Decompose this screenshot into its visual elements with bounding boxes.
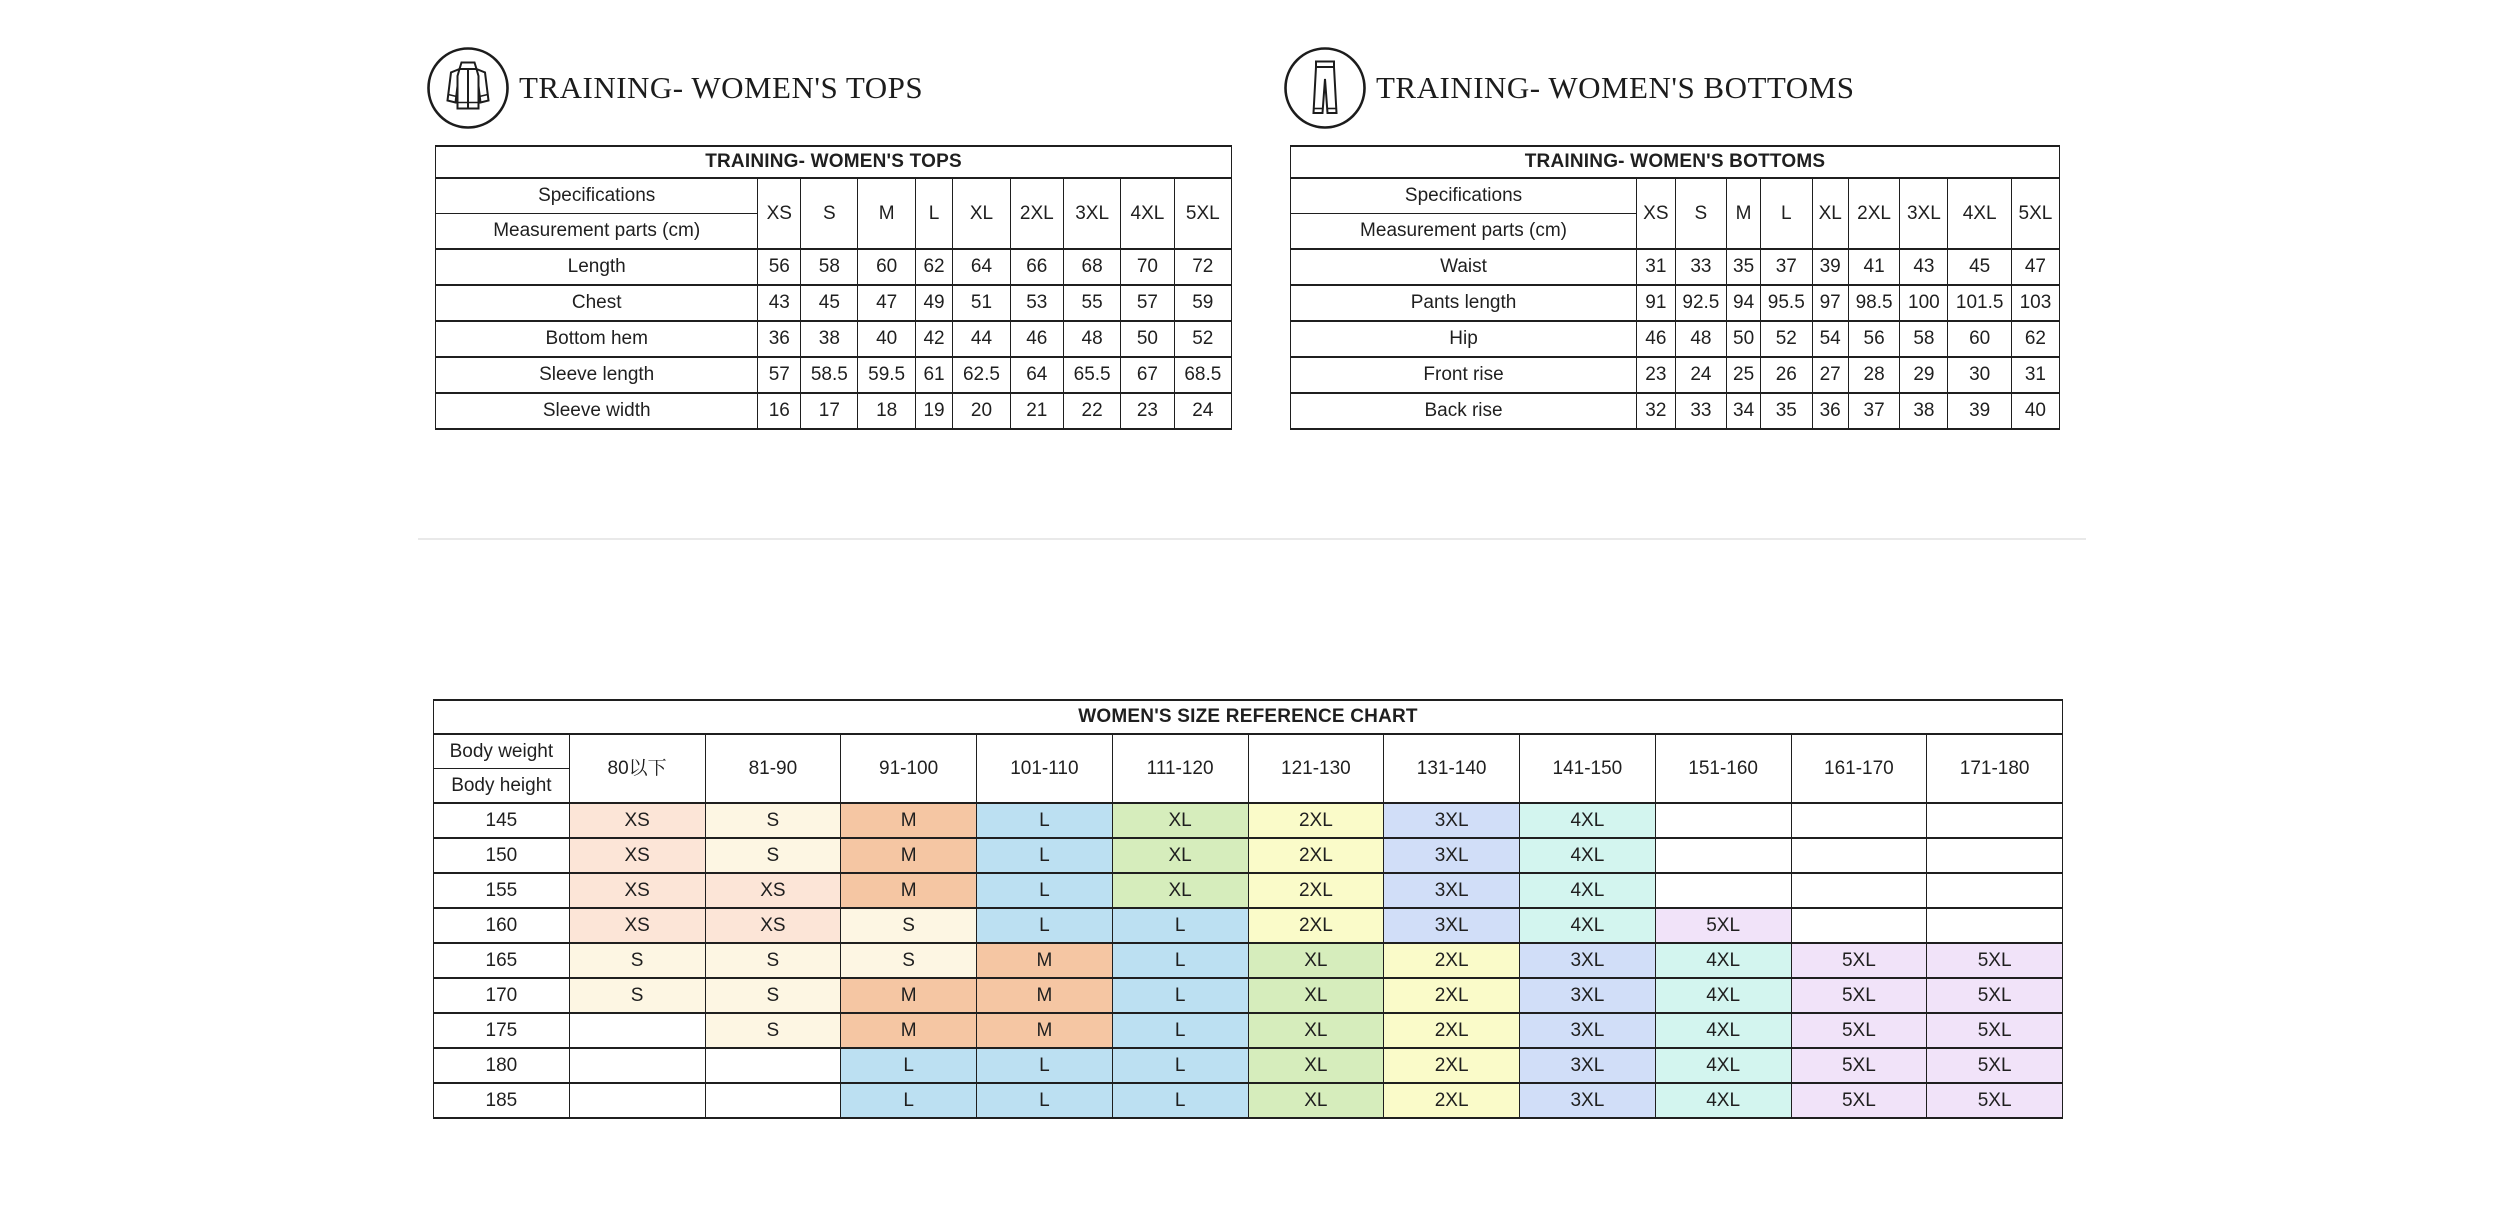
size-cell: M xyxy=(977,1013,1113,1048)
measurement-value: 60 xyxy=(858,249,915,285)
height-label: 145 xyxy=(434,803,570,838)
size-cell: L xyxy=(977,803,1113,838)
measurement-value: 49 xyxy=(915,285,953,321)
measurement-value: 46 xyxy=(1637,321,1676,357)
table-title-row xyxy=(434,700,2063,734)
measurement-value: 51 xyxy=(953,285,1010,321)
size-cell: XS xyxy=(705,873,841,908)
measurement-label: Waist xyxy=(1291,249,1637,285)
size-cell: XL xyxy=(1248,1048,1384,1083)
empty-cell xyxy=(1927,838,2063,873)
size-column-header: 5XL xyxy=(1174,178,1231,249)
measurement-value: 16 xyxy=(758,393,801,429)
measurement-value: 43 xyxy=(1900,249,1948,285)
size-cell: XS xyxy=(569,873,705,908)
size-cell: 5XL xyxy=(1927,1013,2063,1048)
measurement-value: 20 xyxy=(953,393,1010,429)
measurement-value: 70 xyxy=(1121,249,1174,285)
size-cell: M xyxy=(841,1013,977,1048)
tops-table-title: TRAINING- WOMEN'S TOPS xyxy=(436,146,1232,178)
size-cell: 3XL xyxy=(1384,873,1520,908)
specifications-header: Specifications xyxy=(436,178,758,214)
reference-row xyxy=(434,873,2063,908)
measurement-label: Front rise xyxy=(1291,357,1637,393)
measurement-value: 33 xyxy=(1675,393,1727,429)
size-cell: XL xyxy=(1248,1083,1384,1118)
empty-cell xyxy=(1655,873,1791,908)
measurement-value: 48 xyxy=(1675,321,1727,357)
measurement-value: 44 xyxy=(953,321,1010,357)
empty-cell xyxy=(1655,838,1791,873)
tops-heading-title: TRAINING- WOMEN'S TOPS xyxy=(519,70,924,105)
table-title-row xyxy=(436,146,1232,178)
size-cell: 4XL xyxy=(1655,1048,1791,1083)
size-cell: 5XL xyxy=(1927,1083,2063,1118)
specifications-header: Specifications xyxy=(1291,178,1637,214)
size-column-header: 4XL xyxy=(1948,178,2011,249)
size-cell: 5XL xyxy=(1791,978,1927,1013)
size-cell: L xyxy=(841,1048,977,1083)
reference-row xyxy=(434,1013,2063,1048)
measurement-label: Pants length xyxy=(1291,285,1637,321)
size-cell: 2XL xyxy=(1248,838,1384,873)
size-cell: L xyxy=(977,1083,1113,1118)
size-column-header: 141-150 xyxy=(1520,734,1656,803)
weight-header-row xyxy=(434,734,2063,769)
measurement-value: 58 xyxy=(1900,321,1948,357)
size-cell: 4XL xyxy=(1655,978,1791,1013)
reference-row xyxy=(434,978,2063,1013)
size-header-row xyxy=(436,178,1232,214)
size-column-header: 161-170 xyxy=(1791,734,1927,803)
measurement-value: 46 xyxy=(1010,321,1063,357)
size-cell: S xyxy=(841,943,977,978)
measurement-value: 37 xyxy=(1848,393,1900,429)
reference-chart-title: WOMEN'S SIZE REFERENCE CHART xyxy=(434,700,2063,734)
section-divider xyxy=(418,538,2086,540)
size-cell: 5XL xyxy=(1927,943,2063,978)
measurement-value: 68 xyxy=(1063,249,1120,285)
measurement-label: Back rise xyxy=(1291,393,1637,429)
tops-size-table xyxy=(435,145,1232,430)
size-cell: L xyxy=(977,838,1113,873)
size-cell: 4XL xyxy=(1520,838,1656,873)
measurement-value: 52 xyxy=(1761,321,1813,357)
measurement-row xyxy=(1291,357,2060,393)
size-cell: 3XL xyxy=(1520,943,1656,978)
measurement-value: 24 xyxy=(1675,357,1727,393)
measurement-value: 48 xyxy=(1063,321,1120,357)
size-cell: 2XL xyxy=(1384,978,1520,1013)
size-column-header: 81-90 xyxy=(705,734,841,803)
measurement-value: 38 xyxy=(801,321,858,357)
height-label: 185 xyxy=(434,1083,570,1118)
size-cell: S xyxy=(705,803,841,838)
body-weight-header: Body weight xyxy=(434,734,570,769)
height-label: 175 xyxy=(434,1013,570,1048)
measurement-label: Chest xyxy=(436,285,758,321)
reference-row xyxy=(434,943,2063,978)
measurement-value: 68.5 xyxy=(1174,357,1231,393)
measurement-value: 58.5 xyxy=(801,357,858,393)
measurement-value: 39 xyxy=(1948,393,2011,429)
size-cell: XS xyxy=(569,838,705,873)
size-cell: XL xyxy=(1248,943,1384,978)
bottoms-size-table xyxy=(1290,145,2060,430)
size-cell: 3XL xyxy=(1384,908,1520,943)
size-cell: XS xyxy=(569,908,705,943)
size-column-header: 2XL xyxy=(1010,178,1063,249)
size-cell: M xyxy=(977,943,1113,978)
size-cell: L xyxy=(1112,1083,1248,1118)
size-cell: XL xyxy=(1112,803,1248,838)
size-column-header: 3XL xyxy=(1063,178,1120,249)
size-cell: XL xyxy=(1248,978,1384,1013)
size-column-header: 131-140 xyxy=(1384,734,1520,803)
size-cell: S xyxy=(705,943,841,978)
measurement-value: 58 xyxy=(801,249,858,285)
measurement-row xyxy=(436,249,1232,285)
size-column-header: L xyxy=(915,178,953,249)
measurement-value: 45 xyxy=(801,285,858,321)
measurement-value: 50 xyxy=(1727,321,1761,357)
reference-row xyxy=(434,908,2063,943)
size-column-header: M xyxy=(858,178,915,249)
measurement-value: 39 xyxy=(1812,249,1848,285)
measurement-value: 40 xyxy=(2011,393,2059,429)
size-column-header: 151-160 xyxy=(1655,734,1791,803)
height-label: 165 xyxy=(434,943,570,978)
empty-cell xyxy=(569,1013,705,1048)
measurement-value: 60 xyxy=(1948,321,2011,357)
empty-cell xyxy=(1791,803,1927,838)
reference-row xyxy=(434,1083,2063,1118)
size-cell: S xyxy=(841,908,977,943)
size-cell: S xyxy=(569,943,705,978)
size-column-header: 111-120 xyxy=(1112,734,1248,803)
measurement-value: 28 xyxy=(1848,357,1900,393)
size-cell: 5XL xyxy=(1791,943,1927,978)
size-column-header: S xyxy=(1675,178,1727,249)
measurement-row xyxy=(436,285,1232,321)
measurement-value: 94 xyxy=(1727,285,1761,321)
measurement-value: 64 xyxy=(953,249,1010,285)
size-cell: 5XL xyxy=(1655,908,1791,943)
measurement-value: 100 xyxy=(1900,285,1948,321)
measurement-value: 92.5 xyxy=(1675,285,1727,321)
measurement-value: 36 xyxy=(758,321,801,357)
size-cell: L xyxy=(1112,943,1248,978)
measurement-parts-header: Measurement parts (cm) xyxy=(1291,214,1637,250)
measurement-value: 35 xyxy=(1761,393,1813,429)
size-cell: M xyxy=(841,803,977,838)
measurement-value: 53 xyxy=(1010,285,1063,321)
size-cell: XL xyxy=(1248,1013,1384,1048)
measurement-value: 57 xyxy=(1121,285,1174,321)
size-reference-chart xyxy=(433,699,2063,1119)
height-label: 155 xyxy=(434,873,570,908)
size-column-header: 2XL xyxy=(1848,178,1900,249)
height-label: 180 xyxy=(434,1048,570,1083)
size-cell: XS xyxy=(569,803,705,838)
size-column-header: XL xyxy=(953,178,1010,249)
empty-cell xyxy=(1791,838,1927,873)
empty-cell xyxy=(1927,908,2063,943)
measurement-value: 33 xyxy=(1675,249,1727,285)
size-column-header: 5XL xyxy=(2011,178,2059,249)
measurement-value: 54 xyxy=(1812,321,1848,357)
measurement-value: 61 xyxy=(915,357,953,393)
size-cell: L xyxy=(1112,1048,1248,1083)
measurement-row xyxy=(436,357,1232,393)
measurement-value: 27 xyxy=(1812,357,1848,393)
measurement-value: 47 xyxy=(2011,249,2059,285)
measurement-value: 43 xyxy=(758,285,801,321)
measurement-value: 26 xyxy=(1761,357,1813,393)
size-cell: S xyxy=(705,838,841,873)
measurement-value: 34 xyxy=(1727,393,1761,429)
pants-icon xyxy=(1283,46,1367,130)
empty-cell xyxy=(1655,803,1791,838)
size-cell: 3XL xyxy=(1520,1083,1656,1118)
size-cell: S xyxy=(705,978,841,1013)
measurement-value: 32 xyxy=(1637,393,1676,429)
table-title-row xyxy=(1291,146,2060,178)
measurement-row xyxy=(1291,285,2060,321)
measurement-value: 22 xyxy=(1063,393,1120,429)
size-cell: L xyxy=(977,873,1113,908)
measurement-value: 23 xyxy=(1637,357,1676,393)
measurement-row xyxy=(436,393,1232,429)
size-cell: 3XL xyxy=(1384,838,1520,873)
body-height-header: Body height xyxy=(434,769,570,804)
size-cell: S xyxy=(569,978,705,1013)
measurement-value: 64 xyxy=(1010,357,1063,393)
measurement-value: 56 xyxy=(758,249,801,285)
size-cell: S xyxy=(705,1013,841,1048)
size-cell: M xyxy=(841,978,977,1013)
empty-cell xyxy=(705,1083,841,1118)
bottoms-heading xyxy=(1283,46,1855,130)
size-cell: 4XL xyxy=(1655,1013,1791,1048)
height-label: 170 xyxy=(434,978,570,1013)
size-cell: 5XL xyxy=(1927,1048,2063,1083)
measurement-value: 95.5 xyxy=(1761,285,1813,321)
empty-cell xyxy=(1791,873,1927,908)
size-column-header: 121-130 xyxy=(1248,734,1384,803)
size-cell: M xyxy=(841,873,977,908)
measurement-value: 35 xyxy=(1727,249,1761,285)
measurement-value: 57 xyxy=(758,357,801,393)
measurement-value: 19 xyxy=(915,393,953,429)
size-cell: 3XL xyxy=(1384,803,1520,838)
measurement-label: Hip xyxy=(1291,321,1637,357)
size-column-header: XL xyxy=(1812,178,1848,249)
size-cell: 2XL xyxy=(1248,873,1384,908)
size-cell: 2XL xyxy=(1384,1083,1520,1118)
measurement-value: 52 xyxy=(1174,321,1231,357)
size-cell: 2XL xyxy=(1384,943,1520,978)
bottoms-table-title: TRAINING- WOMEN'S BOTTOMS xyxy=(1291,146,2060,178)
size-column-header: XS xyxy=(1637,178,1676,249)
measurement-value: 21 xyxy=(1010,393,1063,429)
size-cell: XL xyxy=(1112,873,1248,908)
tops-heading xyxy=(426,46,923,130)
size-cell: 2XL xyxy=(1384,1013,1520,1048)
size-cell: 4XL xyxy=(1655,1083,1791,1118)
measurement-value: 97 xyxy=(1812,285,1848,321)
measurement-label: Sleeve width xyxy=(436,393,758,429)
measurement-value: 37 xyxy=(1761,249,1813,285)
measurement-value: 31 xyxy=(2011,357,2059,393)
measurement-value: 42 xyxy=(915,321,953,357)
measurement-value: 24 xyxy=(1174,393,1231,429)
size-column-header: 4XL xyxy=(1121,178,1174,249)
measurement-value: 66 xyxy=(1010,249,1063,285)
size-cell: 2XL xyxy=(1384,1048,1520,1083)
empty-cell xyxy=(1927,803,2063,838)
size-column-header: 91-100 xyxy=(841,734,977,803)
empty-cell xyxy=(569,1083,705,1118)
empty-cell xyxy=(1791,908,1927,943)
measurement-value: 62.5 xyxy=(953,357,1010,393)
empty-cell xyxy=(705,1048,841,1083)
measurement-value: 59 xyxy=(1174,285,1231,321)
measurement-value: 91 xyxy=(1637,285,1676,321)
measurement-value: 55 xyxy=(1063,285,1120,321)
size-cell: 3XL xyxy=(1520,978,1656,1013)
size-cell: M xyxy=(841,838,977,873)
empty-cell xyxy=(1927,873,2063,908)
size-cell: 3XL xyxy=(1520,1048,1656,1083)
size-cell: L xyxy=(1112,1013,1248,1048)
size-cell: 5XL xyxy=(1791,1083,1927,1118)
size-column-header: 101-110 xyxy=(977,734,1113,803)
size-cell: 2XL xyxy=(1248,908,1384,943)
size-column-header: 3XL xyxy=(1900,178,1948,249)
size-header-row xyxy=(1291,178,2060,214)
measurement-value: 59.5 xyxy=(858,357,915,393)
size-cell: L xyxy=(1112,978,1248,1013)
reference-row xyxy=(434,1048,2063,1083)
size-cell: 3XL xyxy=(1520,1013,1656,1048)
bottoms-heading-title: TRAINING- WOMEN'S BOTTOMS xyxy=(1376,70,1855,105)
measurement-value: 36 xyxy=(1812,393,1848,429)
measurement-row xyxy=(1291,249,2060,285)
size-cell: 5XL xyxy=(1927,978,2063,1013)
size-column-header: L xyxy=(1761,178,1813,249)
size-cell: XS xyxy=(705,908,841,943)
size-cell: XL xyxy=(1112,838,1248,873)
height-label: 150 xyxy=(434,838,570,873)
size-cell: 5XL xyxy=(1791,1013,1927,1048)
size-cell: L xyxy=(1112,908,1248,943)
measurement-value: 18 xyxy=(858,393,915,429)
size-cell: 5XL xyxy=(1791,1048,1927,1083)
reference-row xyxy=(434,838,2063,873)
size-cell: L xyxy=(977,908,1113,943)
measurement-value: 50 xyxy=(1121,321,1174,357)
size-cell: 4XL xyxy=(1520,803,1656,838)
measurement-value: 23 xyxy=(1121,393,1174,429)
measurement-row xyxy=(1291,393,2060,429)
measurement-value: 25 xyxy=(1727,357,1761,393)
size-column-header: M xyxy=(1727,178,1761,249)
measurement-value: 62 xyxy=(915,249,953,285)
measurement-label: Length xyxy=(436,249,758,285)
measurement-value: 29 xyxy=(1900,357,1948,393)
measurement-value: 45 xyxy=(1948,249,2011,285)
measurement-value: 41 xyxy=(1848,249,1900,285)
measurement-value: 17 xyxy=(801,393,858,429)
measurement-value: 67 xyxy=(1121,357,1174,393)
measurement-value: 38 xyxy=(1900,393,1948,429)
measurement-label: Sleeve length xyxy=(436,357,758,393)
measurement-value: 101.5 xyxy=(1948,285,2011,321)
size-column-header: XS xyxy=(758,178,801,249)
measurement-value: 40 xyxy=(858,321,915,357)
measurement-value: 56 xyxy=(1848,321,1900,357)
reference-row xyxy=(434,803,2063,838)
measurement-row xyxy=(436,321,1232,357)
measurement-value: 62 xyxy=(2011,321,2059,357)
measurement-parts-header: Measurement parts (cm) xyxy=(436,214,758,250)
empty-cell xyxy=(569,1048,705,1083)
measurement-value: 65.5 xyxy=(1063,357,1120,393)
size-cell: 4XL xyxy=(1520,908,1656,943)
size-column-header: 80以下 xyxy=(569,734,705,803)
size-cell: M xyxy=(977,978,1113,1013)
size-cell: 4XL xyxy=(1655,943,1791,978)
size-cell: 4XL xyxy=(1520,873,1656,908)
measurement-label: Bottom hem xyxy=(436,321,758,357)
measurement-value: 103 xyxy=(2011,285,2059,321)
size-column-header: 171-180 xyxy=(1927,734,2063,803)
height-label: 160 xyxy=(434,908,570,943)
measurement-value: 31 xyxy=(1637,249,1676,285)
measurement-value: 30 xyxy=(1948,357,2011,393)
size-column-header: S xyxy=(801,178,858,249)
measurement-value: 72 xyxy=(1174,249,1231,285)
size-cell: L xyxy=(841,1083,977,1118)
measurement-value: 47 xyxy=(858,285,915,321)
measurement-value: 98.5 xyxy=(1848,285,1900,321)
size-cell: 2XL xyxy=(1248,803,1384,838)
size-cell: L xyxy=(977,1048,1113,1083)
measurement-row xyxy=(1291,321,2060,357)
jacket-icon xyxy=(426,46,510,130)
